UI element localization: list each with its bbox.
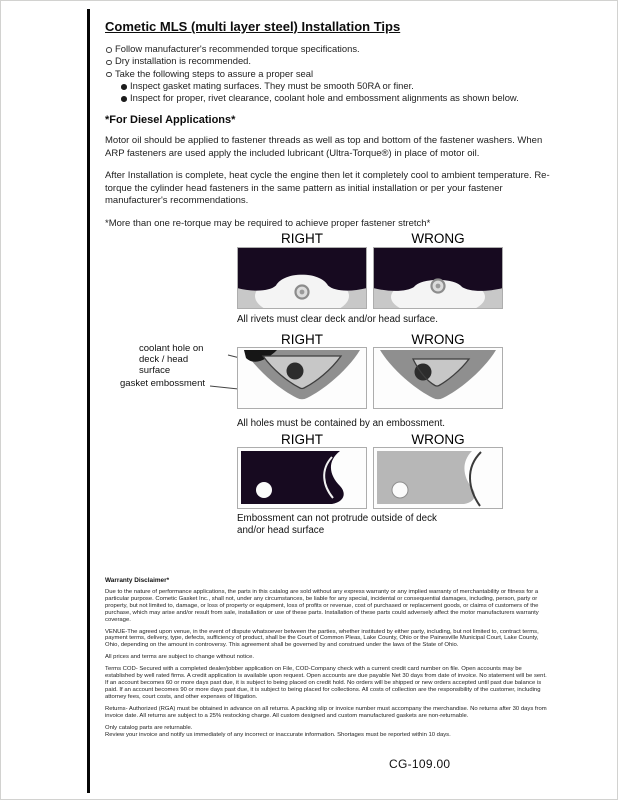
right-label: RIGHT bbox=[281, 332, 323, 347]
hole-caption: All holes must be contained by an embossment. bbox=[237, 418, 446, 429]
wrong-label: WRONG bbox=[411, 432, 465, 447]
diesel-paragraph: Motor oil should be applied to fastener threads as well as top and bottom of the fastener washers. When ARP fasteners are used apply the included lubricant (Ultra-Torque®) in place of motor oil. bbox=[105, 135, 543, 159]
disclaimer-paragraph: Terms COD- Secured with a completed dealer/jobber application on File, COD-Company check with a current credit card number on file. Open accounts may be established by well rated firms. A credit application is available upon request. Open accounts are due payable Net 30 days from date of invoice. No statement will be sent. If an account becomes 60 or more days past due, it is subject to being placed on credit hold. No orders will be shipped or new orders accepted until past due balance is paid. If an account becomes 90 or more days past due, it is subject to being placed for collections. All costs of collection are the responsibility of the customer, including attorney fees, court costs, and other expenses of litigation. bbox=[105, 666, 547, 700]
tip-item: Take the following steps to assure a proper seal bbox=[105, 68, 559, 80]
diagram-hole-wrong bbox=[373, 347, 503, 409]
disclaimer-paragraph: Due to the nature of performance applications, the parts in this catalog are sold without any express warranty or any implied warranty of merchantability or fitness for a particular purpose. Cometic Gasket Inc., shall not, under any circumstances, be liable for any special, incidental or consequential damages, including, person, party or property, but not limited to, damage, or loss of property or equipment, loss of profits or revenue, cost of purchased or replacement goods, or claims of customers of the purchase, which may arise and/or result from sale, installation or use of these parts. Installation of these parts could adversely affect the motor manufacturers warranty coverage. bbox=[105, 589, 539, 623]
diagram-section bbox=[1, 229, 618, 553]
disclaimer-paragraph: Returns- Authorized (RGA) must be obtained in advance on all returns. A packing slip or invoice number must accompany the merchandise. No returns after 30 days from invoice date. All returns are subject to a 25% restocking charge. All custom designed and custom manufactured gaskets are non-returnable. bbox=[105, 705, 547, 719]
right-label: RIGHT bbox=[281, 432, 323, 447]
warranty-disclaimer-section bbox=[105, 577, 547, 744]
disclaimer-paragraph: VENUE-The agreed upon venue, in the event of dispute whatsoever between the parties, whether instituted by either party, including, but not limited to, contract terms, payment terms, delivery, type, defects, sufficiency of product, shall be the Court of Common Pleas, Lake County, Ohio or the Painesville Municipal Court, Lake County, Ohio, depending on the amount in controversy. This agreement shall be governed by and construed under the laws of the State of Ohio. bbox=[105, 628, 539, 649]
disclaimer-paragraph: Review your invoice and notify us immediately of any incorrect or inaccurate information. Shortages must be reported within 10 days. bbox=[105, 732, 451, 739]
diesel-paragraph: After Installation is complete, heat cycle the engine then let it completely cool to ambient temperature. Re-torque the cylinder head fasteners in the same pattern as initial installation or per your fastener manufacturer's recommendations. bbox=[105, 170, 550, 207]
coolant-hole-callout: coolant hole on deck / head surface bbox=[139, 343, 204, 376]
diagram-embossment-right bbox=[237, 447, 367, 509]
right-label: RIGHT bbox=[281, 231, 323, 246]
disclaimer-paragraph: Only catalog parts are returnable. bbox=[105, 724, 193, 731]
diagram-rivet-wrong bbox=[373, 247, 503, 309]
wrong-label: WRONG bbox=[411, 332, 465, 347]
retorque-note: *More than one re-torque may be required to achieve proper fastener stretch* bbox=[105, 217, 431, 229]
diesel-heading: *For Diesel Applications* bbox=[105, 114, 236, 126]
tip-item: Follow manufacturer's recommended torque specifications. bbox=[105, 43, 559, 55]
diagram-rivet-right bbox=[237, 247, 367, 309]
disclaimer-heading: Warranty Disclaimer* bbox=[105, 577, 170, 584]
diagram-embossment-wrong bbox=[373, 447, 503, 509]
disclaimer-paragraph: All prices and terms are subject to change without notice. bbox=[105, 654, 254, 661]
embossment-caption: Embossment can not protrude outside of deck and/or head surface bbox=[237, 513, 437, 536]
wrong-label: WRONG bbox=[411, 231, 465, 246]
rivet-caption: All rivets must clear deck and/or head surface. bbox=[237, 314, 438, 325]
tip-sub-item: Inspect for proper, rivet clearance, coolant hole and embossment alignments as shown below. bbox=[120, 92, 559, 104]
header-section bbox=[105, 19, 559, 104]
gasket-embossment-callout: gasket embossment bbox=[120, 378, 206, 389]
diesel-section bbox=[105, 114, 559, 241]
page-code: CG-109.00 bbox=[389, 757, 451, 771]
tip-item: Dry installation is recommended. bbox=[105, 55, 559, 67]
diagram-hole-right bbox=[237, 347, 367, 409]
page-title: Cometic MLS (multi layer steel) Installation Tips bbox=[105, 19, 401, 34]
tip-sub-item: Inspect gasket mating surfaces. They must be smooth 50RA or finer. bbox=[120, 80, 559, 92]
